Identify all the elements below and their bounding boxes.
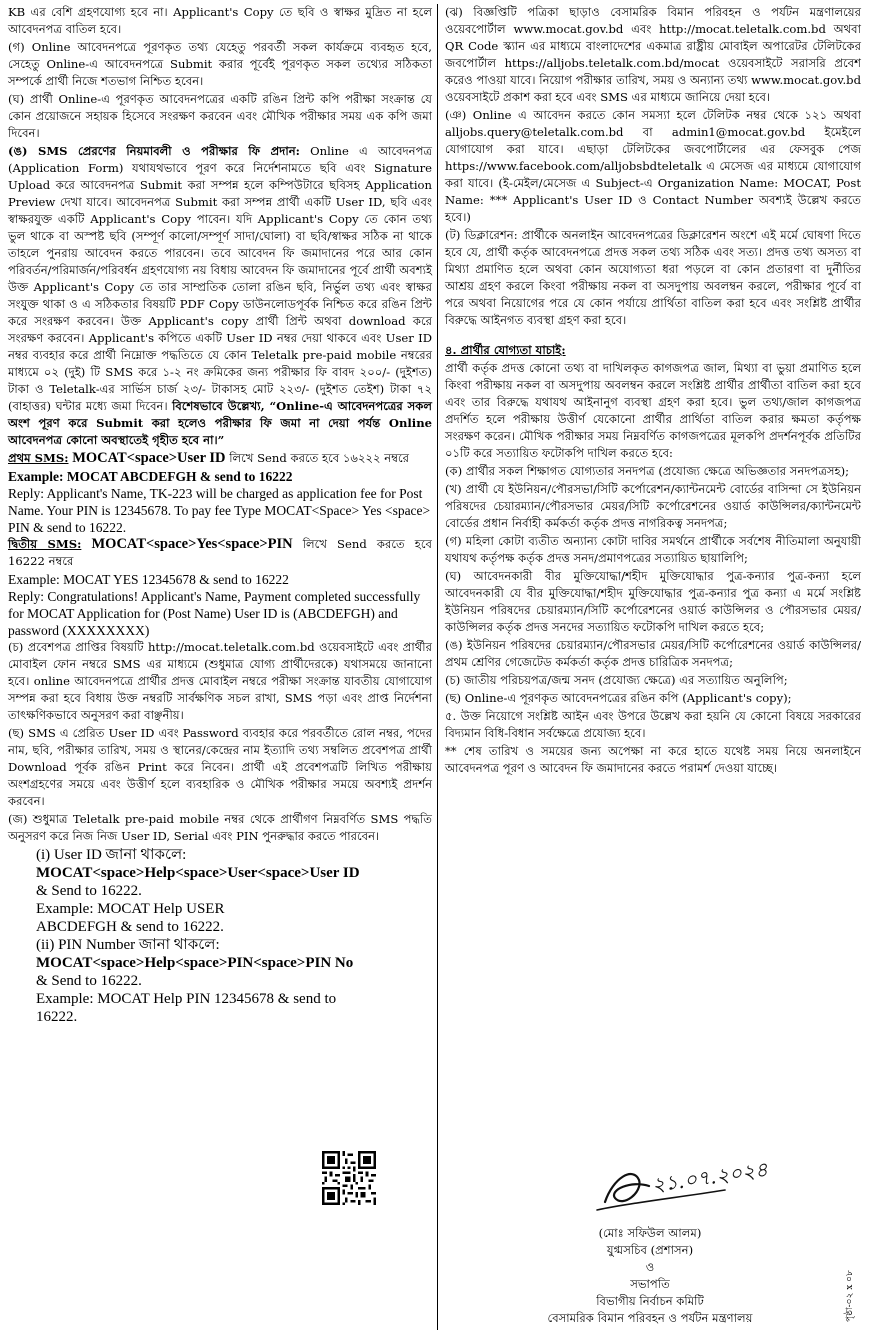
paragraph-nga (8, 143, 432, 449)
signature-block (500, 1225, 800, 1327)
document-item-nga: (ঙ) ইউনিয়ন পরিষদের চেয়ারম্যান/পৌরসভার মেয়র/সিটি কর্পোরেশনের ওয়ার্ড কাউন্সিলর/প্রথম শ্রেণির গেজেটেড কর্মকর্তা কর্তৃক প্রদত্ত চারিত্রিক সনদপত্র; (445, 638, 861, 669)
paragraph-ja: (জ) শুধুমাত্র Teletalk pre-paid mobile নম্বর থেকে প্রার্থীগণ নিম্নবর্ণিত SMS পদ্ধতি অনুসরণ করে নিজ নিজ User ID, Serial এবং PIN পুনরুদ্ধার করতে পারবেন। (8, 812, 432, 843)
first-sms-rest: লিখে Send করতে হবে ১৬২২২ নম্বরে (229, 451, 410, 465)
left-column (8, 4, 432, 1026)
second-sms-rest: লিখে Send করতে হবে 16222 নম্বরে (8, 537, 433, 568)
document-item-ga: (গ) মহিলা কোটা ব্যতীত অন্যান্য কোটা দাবির সমর্থনে প্রার্থীকে সর্বশেষ নীতিমালা অনুযায়ী যথাযথ কর্তৃপক্ষ কর্তৃক প্রদত্ত সনদ/প্রমাণপত্রের সত্যায়িত ছায়ালিপি; (445, 534, 861, 565)
signature-date: ২১.০৭.২০২৪ (650, 1156, 770, 1197)
help-instructions (36, 846, 432, 1026)
help-userid-heading: (i) User ID জানা থাকলে: (36, 847, 187, 863)
signature-image (575, 1150, 805, 1220)
paragraph-nya: (ঞ) Online এ আবেদন করতে কোন সমস্যা হলে টেলিটক নম্বর থেকে ১২১ অথবা alljobs.query@teletalk.com.bd বা admin1@mocat.gov.bd ইমেইলে যোগাযোগ করা যাবে। এছাড়া টেলিটকের জবপোর্টালের এর ফেসবুক পেজ https://www.facebook.com/alljobsbdteletalk এ মেসেজ এর মাধ্যমে যোগাযোগ করা যাবে। (ই-মেইল/মেসেজ এ Subject-এ Organization Name: MOCAT, Post Name: *** Applicant's User ID ও Contact Number অবশ্যই উল্লেখ করতে হবে।) (445, 108, 861, 224)
ministry-name: বেসামরিক বিমান পরিবহন ও পর্যটন মন্ত্রণালয় (547, 1311, 753, 1325)
reply-1: Reply: Applicant's Name, TK-223 will be charged as application fee for Post Name. Your PIN is 12345678. To pay fee Type MOCAT<Space> Yes <space> PIN & send to 16222. (8, 486, 431, 535)
help-userid-example-2: ABCDEFGH & send to 16222. (36, 919, 224, 935)
signature-and: ও (645, 1260, 655, 1274)
help-userid-format: MOCAT<space>Help<space>User<space>User ID (36, 865, 360, 881)
second-sms-line (8, 536, 432, 570)
section-4-heading: ৪. প্রার্থীর যোগ্যতা যাচাই: (445, 343, 566, 357)
section-4-body: প্রার্থী কর্তৃক প্রদত্ত কোনো তথ্য বা দাখিলকৃত কাগজপত্র জাল, মিথ্যা বা ভুয়া প্রমাণিত হলে কিংবা পরীক্ষায় নকল বা অসদুপায় অবলম্বন করলে সংশ্লিষ্ট প্রার্থীর প্রার্থীতা বাতিল করা হবে এবং তার বিরুদ্ধে যথাযথ আইনানুগ ব্যবস্থা গ্রহণ করা হবে। ভুল তথ্য/জাল কাগজপত্র প্রদর্শিত হলে পরীক্ষায় উত্তীর্ণ যেকোনো প্রার্থীর প্রার্থিতা বাতিল করার ক্ষমতা কর্তৃপক্ষ সংরক্ষণ করেন। মৌখিক পরীক্ষার সময় নিম্নবর্ণিত কাগজপত্রের মূলকপি প্রদর্শনপূর্বক প্রতিটির ০১টি করে সত্যায়িত ফটোকপি দাখিল করতে হবে: (445, 361, 861, 460)
second-sms-label: দ্বিতীয় SMS: (8, 537, 82, 551)
qr-code-icon (322, 1151, 376, 1205)
sms-rules-body: Online এ আবেদনপত্র (Application Form) যথাযথভাবে পূরণ করে নির্দেশনামতে ছবি এবং Signature Upload করে আবেদনপত্র Submit করা সম্পন্ন হলে কম্পিউটারে ছবিসহ Application Preview দেখা যাবে। আবেদনপত্র Submit করা সম্পন্ন প্রার্থী একটি User ID, ছবি এবং স্বাক্ষরযুক্ত একটি Applicant's Copy পাবেন। যদি Applicant's Copy তে কোন তথ্য ভুল থাকে বা অস্পষ্ট ছবি (সম্পূর্ণ কালো/সম্পূর্ণ সাদা/ঘোলা) বা ছবি/স্বাক্ষর সঠিক না থাকে তাহলে পুনরায় আবেদন করতে পারবেন। তবে আবেদন ফি জমাদানের পরে আর কোন পরিবর্তন/পরিমার্জন/পরিবর্ধন গ্রহণযোগ্য নয় বিধায় আবেদন ফি জমাদানের পূর্বে প্রার্থী অবশ্যই উক্ত Applicant's Copy তে তার সাম্প্রতিক তোলা রঙিন ছবি, নির্ভুল তথ্য এবং স্বাক্ষর সংযুক্ত থাকা ও এ সঠিকতার বিষয়টি PDF Copy ডাউনলোডপূর্বক নিশ্চিত করে রঙিন প্রিন্ট করে সংরক্ষণ করবেন। উক্ত Applicant's copy প্রার্থী প্রিন্ট অথবা download করে সংরক্ষণ করবেন। Applicant's কপিতে একটি User ID নম্বর দেয়া থাকবে এবং User ID নম্বর ব্যবহার করে প্রার্থী নিম্নোক্ত পদ্ধতিতে যে কোন Teletalk pre-paid mobile নম্বরের মাধ্যমে ০২ (দুই) টি SMS করে ১-২ নং ক্রমিকের জন্য পরীক্ষার ফি বাবদ ২০০/- (দুইশত) টাকা ও Teletalk-এর সার্ভিস চার্জ ২৩/- টাকাসহ মোট ২২৩/- (দুইশত তেইশ) টাকা ৭২ (বাহাত্তর) ঘন্টার মধ্যে জমা দিবেন। (8, 144, 432, 413)
paragraph-chha: (ছ) SMS এ প্রেরিত User ID এবং Password ব্যবহার করে পরবর্তীতে রোল নম্বর, পদের নাম, ছবি, পরীক্ষার তারিখ, সময় ও স্থানের/কেন্দ্রের নাম ইত্যাদি তথ্য সম্বলিত প্রবেশপত্র প্রার্থী Download পূর্বক রঙিন Print করে নিবেন। প্রার্থী এই প্রবেশপত্রটি লিখিত পরীক্ষায় অংশগ্রহণের সময়ে এবং উত্তীর্ণ হলে ব্যবহারিক ও মৌখিক পরীক্ষার সময়ে অবশ্যই প্রদর্শন করবেন। (8, 726, 432, 808)
signatory-name: (মোঃ সফিউল আলম) (598, 1226, 702, 1240)
right-column (445, 4, 861, 778)
help-userid-example-1: Example: MOCAT Help USER (36, 901, 225, 917)
paragraph-file-size: KB এর বেশি গ্রহণযোগ্য হবে না। Applicant's Copy তে ছবি ও স্বাক্ষর মুদ্রিত না হলে আবেদনপত্র বাতিল হবে। (8, 5, 432, 36)
example-1: Example: MOCAT ABCDEFGH & send to 16222 (8, 469, 293, 484)
deadline-note: ** শেষ তারিখ ও সময়ের জন্য অপেক্ষা না করে হাতে যথেষ্ট সময় নিয়ে অনলাইনে আবেদনপত্র পূরণ ও আবেদন ফি জমাদানের করতে পরামর্শ দেওয়া যাচ্ছে। (445, 744, 861, 775)
committee-name: বিভাগীয় নির্বাচন কমিটি (596, 1294, 704, 1308)
paragraph-cha: (চ) প্রবেশপত্র প্রাপ্তির বিষয়টি http://mocat.teletalk.com.bd ওয়েবসাইটে এবং প্রার্থীর মোবাইল ফোন নম্বরে SMS এর মাধ্যমে (শুধুমাত্র যোগ্য প্রার্থীদেরকে) যথাসময়ে জানানো হবে। online আবেদনপত্রে প্রার্থীর প্রদত্ত মোবাইল নম্বরে পরীক্ষা সংক্রান্ত যাবতীয় যোগাযোগ সম্পন্ন করা হবে বিধায় উক্ত নম্বরটি সার্বক্ষণিক সচল রাখা, SMS পড়া এবং প্রাপ্ত নির্দেশনা তাৎক্ষণিকভাবে অনুসরণ করা বাঞ্ছনীয়। (8, 640, 432, 722)
paragraph-ta: (ট) ডিক্লারেশন: প্রার্থীকে অনলাইন আবেদনপত্রের ডিক্লারেশন অংশে এই মর্মে ঘোষণা দিতে হবে যে, প্রার্থী কর্তৃক আবেদনপত্রে প্রদত্ত সকল তথ্য সঠিক এবং সত্য। প্রদত্ত তথ্য অসত্য বা মিথ্যা প্রমাণিত হলে অথবা কোন অযোগ্যতা ধরা পড়লে বা কোন প্রতারণা বা দুর্নীতির আশ্রয় গ্রহণ করলে কিংবা পরীক্ষায় নকল বা অসদুপায় অবলম্বন করলে, পরীক্ষার পূর্বে বা পরে অথবা নিয়োগের পরে যে কোন পর্যায়ে প্রার্থিতা বাতিল করা হবে এবং সংশ্লিষ্ট প্রার্থীর বিরুদ্ধে আইনগত ব্যবস্থা গ্রহণ করা হবে। (445, 228, 861, 327)
paragraph-gha: (ঘ) প্রার্থী Online-এ পূরণকৃত আবেদনপত্রের একটি রঙিন প্রিন্ট কপি পরীক্ষা সংক্রান্ত যে কোন প্রয়োজনে সহায়ক হিসেবে সংরক্ষণ করবেন এবং মৌখিক পরীক্ষার সময় এক কপি জমা দিবেন। (8, 92, 432, 140)
help-pin-example-1: Example: MOCAT Help PIN 12345678 & send to (36, 991, 337, 1007)
column-divider (437, 4, 438, 1330)
paragraph-ga: (গ) Online আবেদনপত্রে পূরণকৃত তথ্য যেহেতু পরবর্তী সকল কার্যক্রমে ব্যবহৃত হবে, সেহেতু Online-এ আবেদনপত্রে Submit করার পূর্বেই পূরণকৃত সকল তথ্যের সঠিকতা সম্পর্কে প্রার্থী নিজে শতভাগ নিশ্চিত হবেন। (8, 40, 432, 88)
example-2: Example: MOCAT YES 12345678 & send to 16222 (8, 572, 289, 587)
reply-2: Reply: Congratulations! Applicant's Name, Payment completed successfully for MOCAT Application for (Post Name) User ID is (ABCDEFGH) and password (XXXXXXXX) (8, 589, 421, 638)
signatory-role: সভাপতি (630, 1277, 670, 1291)
sms-rules-heading: (ঙ) SMS প্রেরণের নিয়মাবলী ও পরীক্ষার ফি প্রদান: (8, 144, 300, 158)
help-pin-heading: (ii) PIN Number জানা থাকলে: (36, 937, 220, 953)
document-item-gha: (ঘ) আবেদনকারী বীর মুক্তিযোদ্ধা/শহীদ মুক্তিযোদ্ধার পুত্র-কন্যার পুত্র-কন্যা হলে আবেদনকারী যে বীর মুক্তিযোদ্ধা/শহীদ মুক্তিযোদ্ধার পুত্র-কন্যার পুত্র কন্যা এ মর্মে সংশ্লিষ্ট ইউনিয়ন পরিষদের চেয়ারম্যান/সিটি কর্পোরেশনের ওয়ার্ড কাউন্সিলর ও পৌরসভার মেয়র/কাউন্সিলর কর্তৃক প্রদত্ত সনদের সত্যায়িত ফটোকপি দাখিল করতে হবে; (445, 569, 861, 634)
first-sms-line (8, 450, 432, 467)
document-item-chha: (ছ) Online-এ পূরণকৃত আবেদনপত্রের রঙিন কপি (Applicant's copy); (445, 691, 792, 705)
document-item-ka: (ক) প্রার্থীর সকল শিক্ষাগত যোগ্যতার সনদপত্র (প্রযোজ্য ক্ষেত্রে অভিজ্ঞতার সনদপত্রসহ); (445, 464, 850, 478)
help-pin-example-2: 16222. (36, 1009, 78, 1025)
page-number-sidebar: পৃষ্ঠা-০২ x ০৮ (845, 1270, 855, 1322)
signatory-designation: যুগ্মসচিব (প্রশাসন) (606, 1243, 694, 1257)
document-item-kha: (খ) প্রার্থী যে ইউনিয়ন/পৌরসভা/সিটি কর্পোরেশন/ক্যান্টনমেন্ট বোর্ডের বাসিন্দা সে ইউনিয়ন পরিষদের চেয়ারম্যান/পৌরসভার মেয়র/সিটি কর্পোরেশনের ওয়ার্ড কাউন্সিলর/ক্যান্টনমেন্ট বোর্ডের প্রধান নির্বাহী কর্মকর্তা কর্তৃক প্রদত্ত নাগরিকত্ব সনদপত্র; (445, 482, 861, 530)
first-sms-format: MOCAT<space>User ID (72, 450, 226, 466)
second-sms-format: MOCAT<space>Yes<space>PIN (91, 536, 293, 552)
paragraph-jha: (ঝ) বিজ্ঞপ্তিটি পত্রিকা ছাড়াও বেসামরিক বিমান পরিবহন ও পর্যটন মন্ত্রণালয়ের ওয়েবপোর্টাল www.mocat.gov.bd এবং http://mocat.teletalk.com.bd অথবা QR Code স্ক্যান এর মাধ্যমে বাংলাদেশের একমাত্র রাষ্ট্রীয় মোবাইল অপারেটর টেলিটকের জবপোর্টাল https://alljobs.teletalk.com.bd/mocat ওয়েবসাইটে সরাসরি প্রবেশ করেও পাওয়া যাবে। নিয়োগ পরীক্ষার তারিখ, সময় ও অন্যান্য তথ্য www.mocat.gov.bd ওয়েবসাইটে প্রকাশ করা হবে এবং SMS এর মাধ্যমে জানিয়ে দেয়া হবে। (445, 5, 861, 104)
first-sms-label: প্রথম SMS: (8, 451, 69, 465)
special-note: বিশেষভাবে উল্লেখ্য, “Online-এ আবেদনপত্রের সকল অংশ পূরণ করে Submit করা হলেও পরীক্ষার ফি জমা না দেয়া পর্যন্ত Online আবেদনপত্র কোনো অবস্থাতেই গৃহীত হবে না।” (8, 399, 432, 447)
document-item-cha: (চ) জাতীয় পরিচয়পত্র/জন্ম সনদ (প্রযোজ্য ক্ষেত্রে) এর সত্যায়িত অনুলিপি; (445, 673, 788, 687)
help-userid-send: & Send to 16222. (36, 883, 142, 899)
section-5: ৫. উক্ত নিয়োগে সংশ্লিষ্ট আইন এবং উপরে উল্লেখ করা হয়নি যে কোনো বিষয়ে সরকারের বিদ্যমান বিধি-বিধান সর্বক্ষেত্রে প্রযোজ্য হবে। (445, 709, 861, 740)
help-pin-format: MOCAT<space>Help<space>PIN<space>PIN No (36, 955, 354, 971)
help-pin-send: & Send to 16222. (36, 973, 142, 989)
